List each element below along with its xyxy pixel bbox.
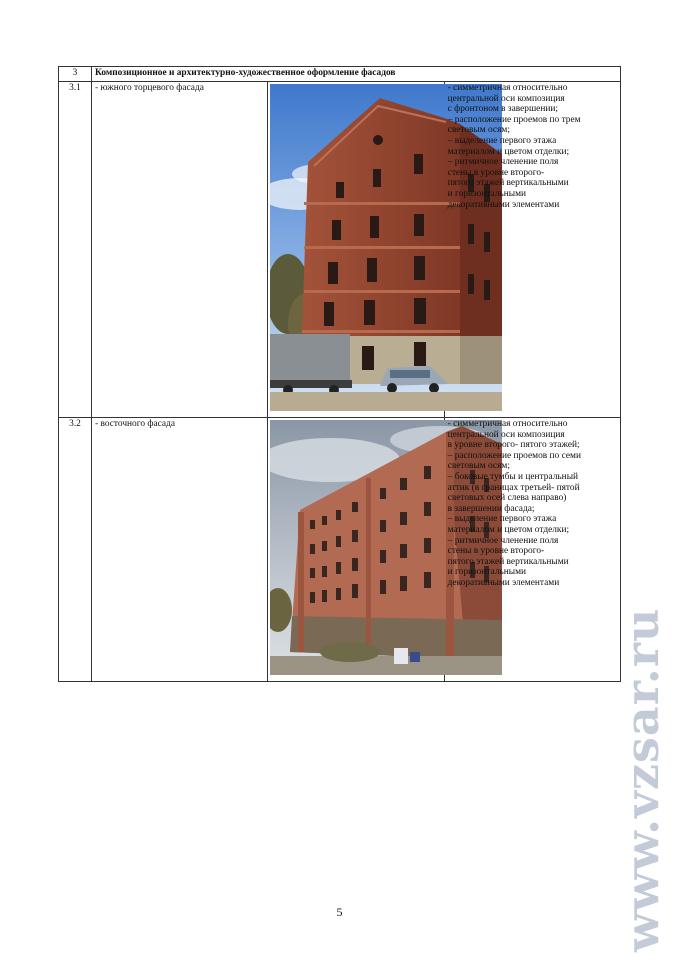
photo-cell <box>268 82 444 418</box>
page-number: 5 <box>336 905 343 919</box>
section-number: 3 <box>59 67 92 82</box>
table-header-row <box>59 67 621 82</box>
row-name: - восточного фасада <box>92 418 268 682</box>
row-name: - южного торцевого фасада <box>92 82 268 418</box>
row-description: - симметричная относительно центральной оси композиция с фронтоном в завершении; – расположение проемов по трем световым осям; – выделение первого этажа материалом и цветом отделки; – ритмичное членение поля стены в уровне второго- пятого этажей вертикальными и горизонтальными декоративными элементами <box>444 82 620 418</box>
facade-table <box>58 66 621 682</box>
table-row <box>59 82 621 418</box>
table-row <box>59 418 621 682</box>
row-description: - симметричная относительно центральной оси композиция в уровне второго- пятого этажей; – расположение проемов по семи световым осям; – боковые тумбы и центральный аттик (в границах третьей- пятой световых осей слева направо) в завершении фасада; – выделение первого этажа материалом и цветом отделки; – ритмичное членение поля стены в уровне второго- пятого этажей вертикальными и горизонтальными декоративными элементами <box>444 418 620 682</box>
section-title: Композиционное и архитектурно-художественное оформление фасадов <box>92 67 621 82</box>
row-number: 3.1 <box>59 82 92 418</box>
row-number: 3.2 <box>59 418 92 682</box>
watermark: www.vzsar.ru <box>615 607 669 953</box>
photo-cell <box>268 418 444 682</box>
